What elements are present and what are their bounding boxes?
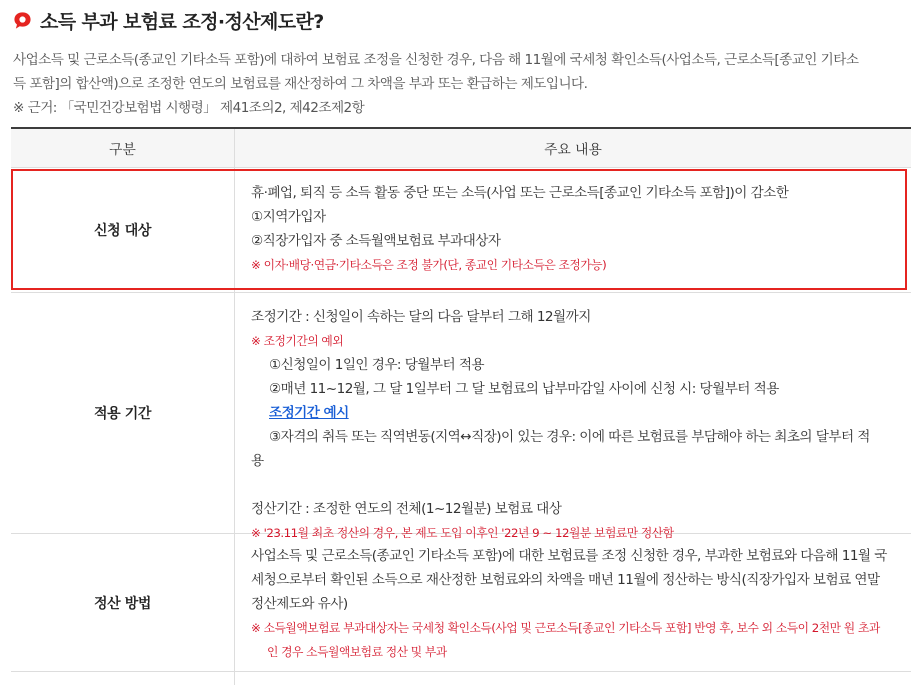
adjustment-period-example-link[interactable]: 조정기간 예시 [269,405,349,421]
page-title: 소득 부과 보험료 조정·정산제도란? [40,10,324,33]
column-header-category: 구분 [11,129,235,167]
content-line: ①신청일이 1일인 경우: 당월부터 적용 [269,357,484,373]
table-row [11,168,911,293]
table-row [11,534,911,672]
content-line: 정산기간 : 조정한 연도의 전체(1~12월분) 보험료 대상 [251,501,562,517]
row-content-period [235,293,911,540]
content-line: 정산제도와 유사) [251,596,348,612]
content-line: ①지역가입자 [251,209,326,225]
info-table [11,127,911,685]
warning-note: 인 경우 소득월액보험료 정산 및 부과 [267,645,447,659]
table-row [11,293,911,540]
content-line: 용 [251,453,264,469]
content-line: 세청으로부터 확인된 소득으로 재산정한 보험료와의 차액을 매년 11월에 정산하는 방식(직장가입자 보험료 연말 [251,572,880,588]
content-line: 조정기간 : 신청일이 속하는 달의 다음 달부터 그해 12월까지 [251,309,591,325]
table-header [11,127,911,168]
content-line: ②매년 11~12월, 그 달 1일부터 그 달 보험료의 납부마감일 사이에 신청 시: 당월부터 적용 [269,381,779,397]
intro-line-1: 사업소득 및 근로소득(종교인 기타소득 포함)에 대하여 보험료 조정을 신청한 경우, 다음 해 11월에 국세청 확인소득(사업소득, 근로소득[종교인 기타소 [13,52,859,68]
row-label-applicants: 신청 대상 [11,168,235,292]
intro-line-2: 득 포함]의 합산액)으로 조정한 연도의 보험료를 재산정하여 그 차액을 부과 또는 환급하는 제도입니다. [13,76,588,92]
warning-note: ※ 이자·배당·연금·기타소득은 조정 불가(단, 종교인 기타소득은 조정가능) [251,258,607,272]
row-label-next [11,672,235,685]
legal-basis-note: ※ 근거: 「국민건강보험법 시행령」 제41조의2, 제42조제2항 [13,100,365,116]
content-line: ②직장가입자 중 소득월액보험료 부과대상자 [251,233,501,249]
warning-note: ※ 조정기간의 예외 [251,334,344,348]
column-header-content: 주요 내용 [544,142,602,158]
warning-note: ※ '23.11월 최초 정산의 경우, 본 제도 도입 이후인 '22년 9 ~ 12월분 보험료만 정산함 [251,526,674,540]
row-label-method: 정산 방법 [11,534,235,671]
warning-note: ※ 소득월액보험료 부과대상자는 국세청 확인소득(사업 및 근로소득[종교인 기타소득 포함] 반영 후, 보수 외 소득이 2천만 원 초과 [251,621,880,635]
section-title [13,8,324,32]
speech-bubble-icon [13,11,32,30]
row-content-applicants [235,168,911,292]
row-content-next [235,672,911,685]
table-row [11,672,911,685]
content-line: 사업소득 및 근로소득(종교인 기타소득 포함)에 대한 보험료를 조정 신청한 경우, 부과한 보험료와 다음해 11월 국 [251,548,887,564]
row-label-period: 적용 기간 [11,293,235,533]
intro-text [13,48,912,120]
row-content-method [235,534,911,671]
content-line: ③자격의 취득 또는 직역변동(지역↔직장)이 있는 경우: 이에 따른 보험료를 부담해야 하는 최초의 달부터 적 [269,429,870,445]
content-line: 휴·폐업, 퇴직 등 소득 활동 중단 또는 소득(사업 또는 근로소득[종교인 기타소득 포함])이 감소한 [251,185,789,201]
